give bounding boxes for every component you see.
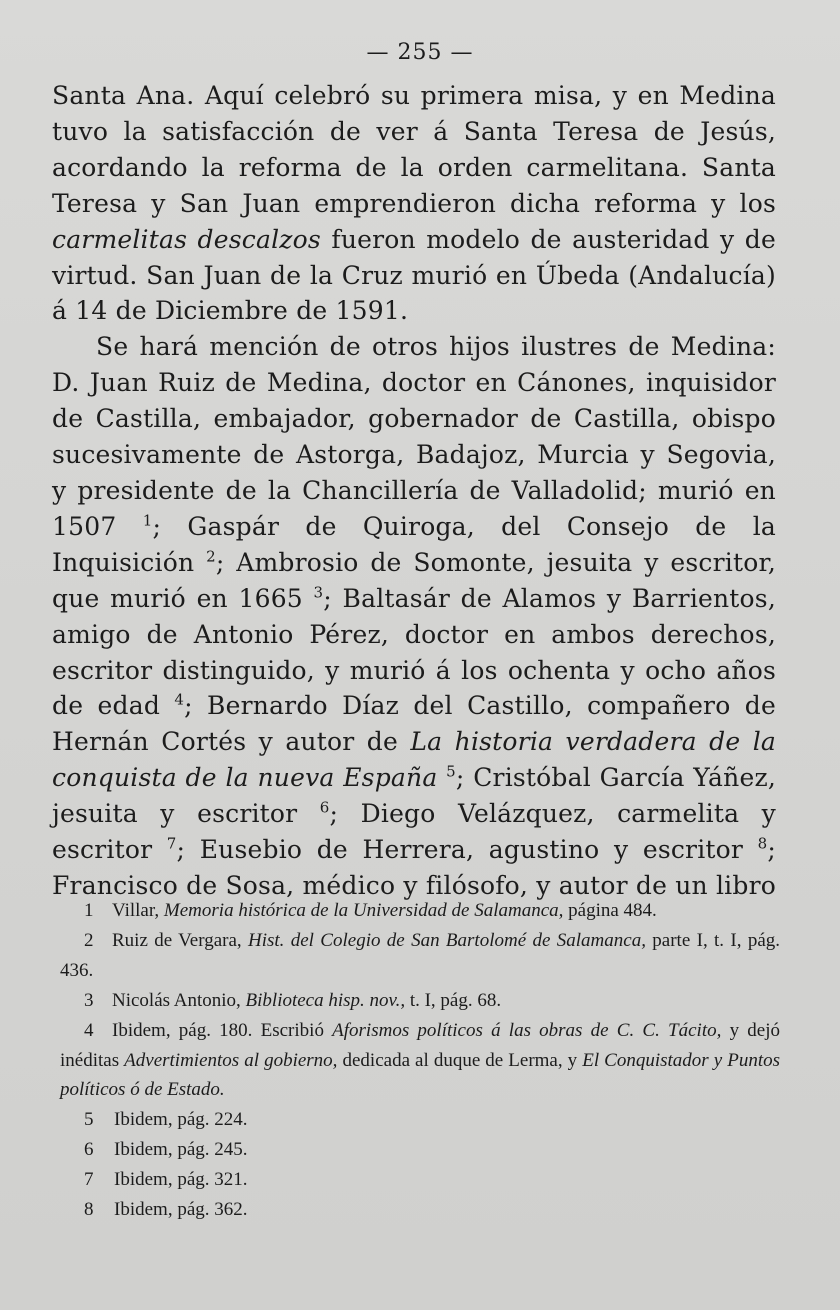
footnote-7 bbox=[60, 1165, 780, 1195]
footnote-ref-5: 5 bbox=[446, 762, 456, 781]
text-run: Villar, bbox=[112, 900, 164, 921]
text-run: Ibidem, pág. 180. Escribió bbox=[112, 1019, 333, 1041]
footnote-6 bbox=[60, 1135, 780, 1165]
text-run: ; Cristóbal García Yáñez, jesuita y escritor bbox=[52, 763, 776, 829]
footnote-number: 1 bbox=[84, 900, 94, 921]
footnote-number: 8 bbox=[84, 1199, 94, 1221]
footnote-2 bbox=[60, 926, 780, 986]
footnote-ref-4: 4 bbox=[174, 691, 185, 710]
text-run: ; Ambrosio de Somonte, jesuita y escritor, que murió en 1665 bbox=[52, 547, 776, 613]
text-run: Ibidem, pág. 321. bbox=[114, 1169, 248, 1191]
text-run: y dejó inéditas bbox=[60, 1019, 780, 1071]
text-run: Ibidem, pág. 224. bbox=[114, 1109, 248, 1131]
footnote-ref-1: 1 bbox=[142, 511, 153, 530]
footnote-number: 4 bbox=[84, 1019, 94, 1041]
text-run: t. I, pág. 68. bbox=[405, 989, 502, 1011]
footnote-4 bbox=[60, 1016, 780, 1106]
text-run: Santa Ana. Aquí celebró su primera misa, y en Medina tuvo la satisfacción de ver á Santa Teresa de Jesús, acordando la reforma de la orden carmelitana. Santa Teresa y San Juan emprendieron dicha reforma y los bbox=[52, 81, 776, 218]
text-run: Se hará mención de otros hijos ilustres de Medina: D. Juan Ruiz de Medina, doctor en Cánones, inquisidor de Castilla, embajador, gobernador de Castilla, obispo sucesivamente de Astorga, Badajoz, Murcia y Segovia, y presidente de la Chancillería de Valladolid; murió en 1507 bbox=[52, 332, 776, 541]
footnote-1 bbox=[60, 896, 780, 926]
text-run: Ibidem, pág. 245. bbox=[114, 1139, 248, 1161]
italic-run: Aforismos políticos á las obras de C. C. Tácito, bbox=[332, 1019, 722, 1041]
footnote-number: 2 bbox=[84, 929, 94, 951]
footnote-ref-2: 2 bbox=[206, 547, 216, 566]
paragraph-2 bbox=[52, 329, 776, 904]
text-run: ; Diego Velázquez, carmelita y escritor bbox=[52, 799, 776, 865]
text-run bbox=[437, 763, 446, 792]
italic-run: Advertimientos al gobierno, bbox=[124, 1049, 338, 1071]
page-number: — 255 — bbox=[366, 40, 474, 65]
italic-run: Hist. del Colegio de San Bartolomé de Salamanca, bbox=[247, 929, 646, 951]
footnote-number: 3 bbox=[84, 989, 94, 1011]
text-run: parte I, t. I, pág. 436. bbox=[60, 929, 781, 981]
footnote-ref-3: 3 bbox=[313, 583, 324, 602]
footnotes bbox=[60, 896, 780, 1225]
footnote-3 bbox=[60, 986, 780, 1016]
text-run: ; Francisco de Sosa, médico y filósofo, y autor de un libro bbox=[52, 835, 776, 900]
italic-run: carmelitas descalzos bbox=[52, 224, 321, 254]
footnote-ref-6: 6 bbox=[319, 798, 330, 817]
paragraph-1 bbox=[52, 78, 776, 329]
italic-run: Memoria histórica de la Universidad de Salamanca, bbox=[163, 900, 564, 921]
text-run: Ibidem, pág. 362. bbox=[114, 1199, 248, 1221]
text-run: dedicada al duque de Lerma, y bbox=[337, 1049, 583, 1071]
italic-run: El Conquistador y Puntos políticos ó de Estado. bbox=[60, 1049, 780, 1101]
italic-run: La historia verdadera de la conquista de la nueva España bbox=[52, 727, 777, 793]
text-run: Ruiz de Vergara, bbox=[112, 929, 248, 951]
text-run: página 484. bbox=[563, 900, 657, 921]
footnote-8 bbox=[60, 1195, 780, 1225]
text-run: Nicolás Antonio, bbox=[112, 989, 246, 1011]
text-run: ; Eusebio de Herrera, agustino y escritor bbox=[176, 835, 758, 865]
text-run: ; Baltasár de Alamos y Barrientos, amigo de Antonio Pérez, doctor en ambos derechos, escritor distinguido, y murió á los ochenta y ocho años de edad bbox=[52, 583, 776, 721]
italic-run: Biblioteca hisp. nov., bbox=[245, 989, 406, 1011]
footnote-number: 7 bbox=[84, 1169, 94, 1191]
footnote-5 bbox=[60, 1105, 780, 1135]
footnote-ref-8: 8 bbox=[757, 834, 768, 853]
footnote-ref-7: 7 bbox=[166, 834, 177, 853]
main-text bbox=[52, 78, 776, 904]
footnote-number: 5 bbox=[84, 1109, 94, 1131]
text-run: fueron modelo de austeridad y de virtud. San Juan de la Cruz murió en Úbeda (Andalucía) á 14 de Diciembre de 1591. bbox=[52, 224, 776, 326]
text-run: ; Bernardo Díaz del Castillo, compañero de Hernán Cortés y autor de bbox=[52, 691, 776, 757]
text-run: ; Gaspár de Quiroga, del Consejo de la Inquisición bbox=[52, 511, 776, 577]
footnote-number: 6 bbox=[84, 1139, 94, 1161]
